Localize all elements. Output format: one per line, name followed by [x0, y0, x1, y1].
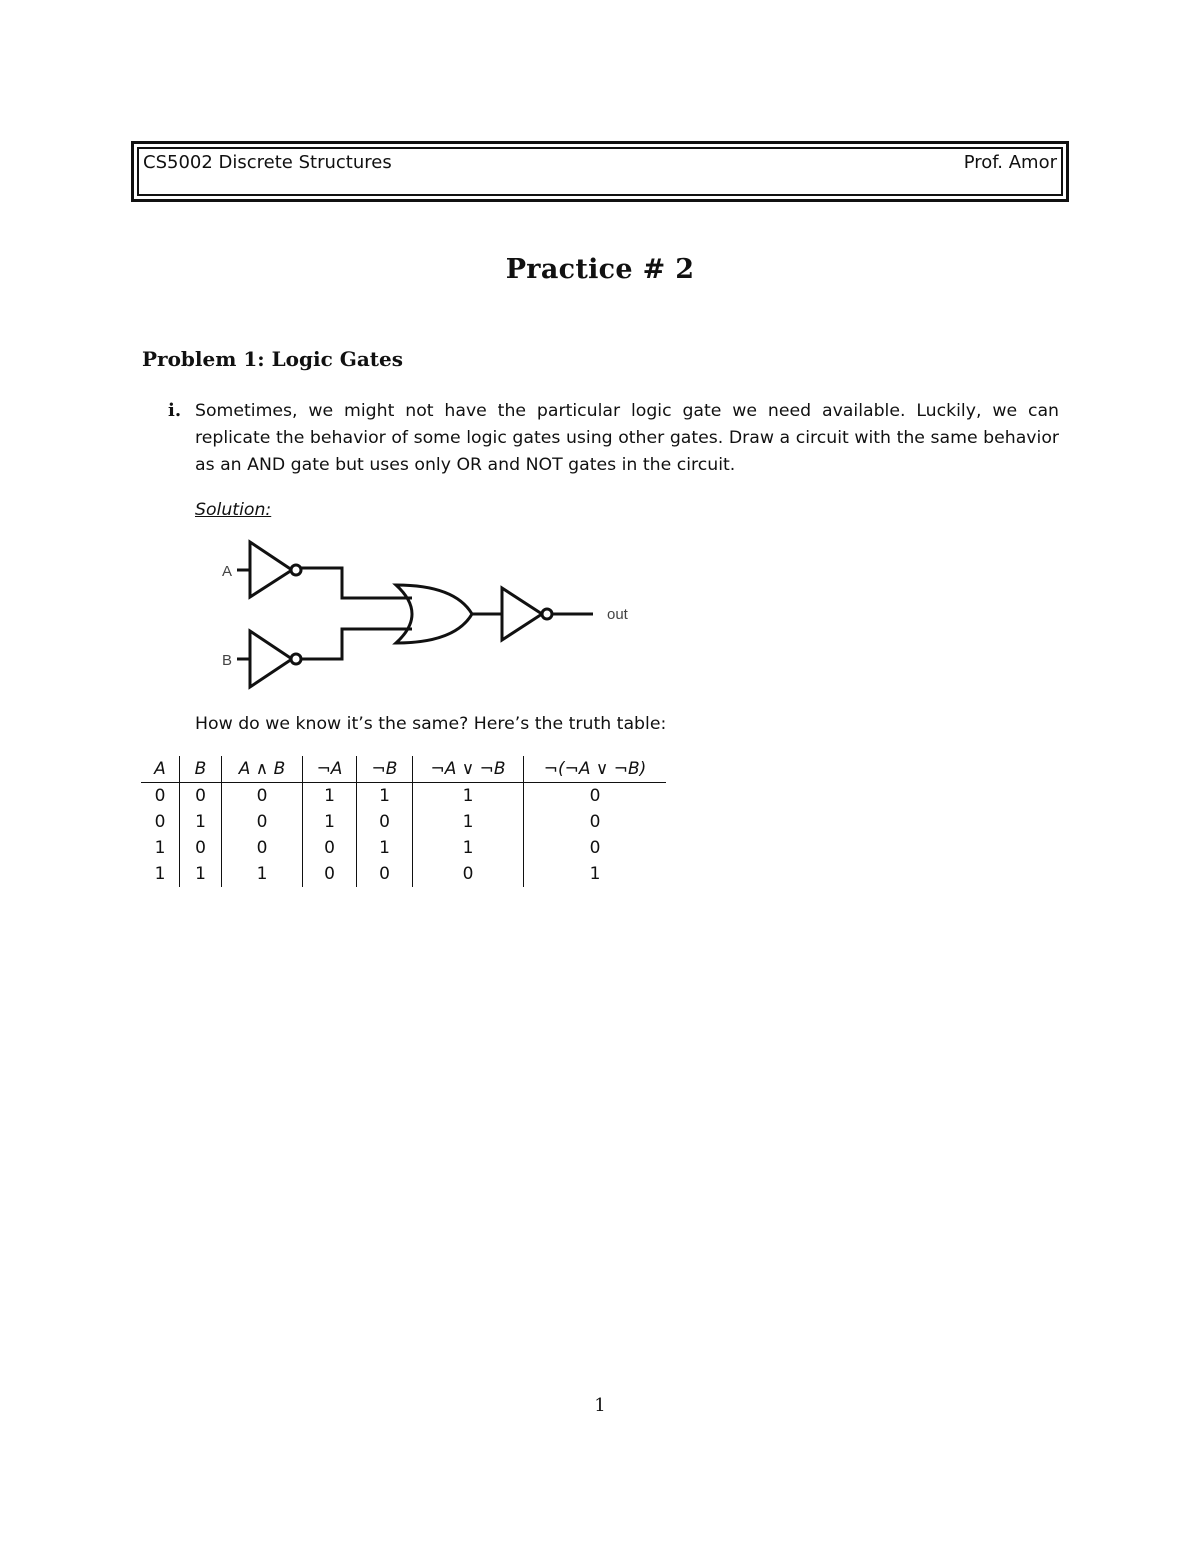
- header-a-and-b: A ∧ B: [222, 756, 303, 783]
- item-marker: i.: [168, 400, 182, 421]
- table-cell: 1: [357, 783, 413, 810]
- not-gate-b-bubble: [291, 654, 301, 664]
- table-row: [141, 861, 666, 887]
- table-cell: 1: [141, 861, 180, 887]
- not-gate-a-bubble: [291, 565, 301, 575]
- table-cell: 0: [413, 861, 524, 887]
- table-cell: 0: [180, 835, 222, 861]
- input-a-label: A: [222, 563, 233, 580]
- header-not-a-or-not-b: ¬A ∨ ¬B: [413, 756, 524, 783]
- table-row: [141, 809, 666, 835]
- table-cell: 1: [303, 809, 357, 835]
- table-cell: 1: [180, 861, 222, 887]
- problem-text: Sometimes, we might not have the particular logic gate we need available. Luckily, we can replicate the behavior of some logic gates using other gates. Draw a circuit with the same behavior as an AND gate but uses only OR and NOT gates in the circuit.: [195, 401, 1059, 475]
- page-number: 1: [594, 1395, 606, 1416]
- input-b-label: B: [222, 652, 233, 669]
- output-label: out: [607, 606, 628, 623]
- table-cell: 1: [303, 783, 357, 810]
- table-cell: 0: [303, 835, 357, 861]
- table-cell: 0: [589, 812, 601, 832]
- table-cell: 0: [589, 786, 601, 806]
- table-cell: 0: [222, 809, 303, 835]
- table-cell: 0: [357, 809, 413, 835]
- page-title: Practice # 2: [505, 254, 695, 285]
- truth-table-intro: How do we know it’s the same? Here’s the truth table:: [195, 714, 667, 734]
- table-cell: 1: [141, 835, 180, 861]
- table-row: [141, 783, 666, 810]
- table-cell: 1: [413, 783, 524, 810]
- table-cell: 0: [222, 783, 303, 810]
- header-result: ¬(¬A ∨ ¬B): [524, 756, 667, 783]
- table-cell: 0: [141, 809, 180, 835]
- truth-table-header-row: [141, 756, 666, 783]
- wire-a-to-or: [301, 568, 412, 598]
- not-gate-out-bubble: [542, 609, 552, 619]
- problem-heading: Problem 1: Logic Gates: [142, 347, 403, 371]
- table-cell: 0: [589, 838, 601, 858]
- table-cell: 0: [141, 783, 180, 810]
- table-cell: 1: [589, 864, 601, 884]
- table-cell: 0: [303, 861, 357, 887]
- header-not-b: ¬B: [357, 756, 413, 783]
- course-name: CS5002 Discrete Structures: [143, 152, 392, 173]
- table-cell: 0: [357, 861, 413, 887]
- header-inner-border: [137, 147, 1063, 196]
- table-cell: 1: [357, 835, 413, 861]
- header-box: [131, 141, 1069, 202]
- table-cell: 1: [222, 861, 303, 887]
- not-gate-a: [250, 542, 301, 597]
- header-b: B: [180, 756, 222, 783]
- header-a: A: [141, 756, 180, 783]
- table-cell: 1: [413, 835, 524, 861]
- table-row: [141, 835, 666, 861]
- solution-label: Solution:: [195, 500, 272, 520]
- professor-name: Prof. Amor: [963, 152, 1057, 173]
- not-gate-b: [250, 631, 301, 687]
- or-gate: [396, 585, 472, 643]
- not-gate-out: [502, 588, 552, 640]
- circuit-diagram: [210, 530, 650, 700]
- header-not-a: ¬A: [303, 756, 357, 783]
- table-cell: 0: [222, 835, 303, 861]
- table-cell: 1: [180, 809, 222, 835]
- truth-table: [141, 756, 666, 887]
- table-cell: 0: [180, 783, 222, 810]
- table-cell: 1: [413, 809, 524, 835]
